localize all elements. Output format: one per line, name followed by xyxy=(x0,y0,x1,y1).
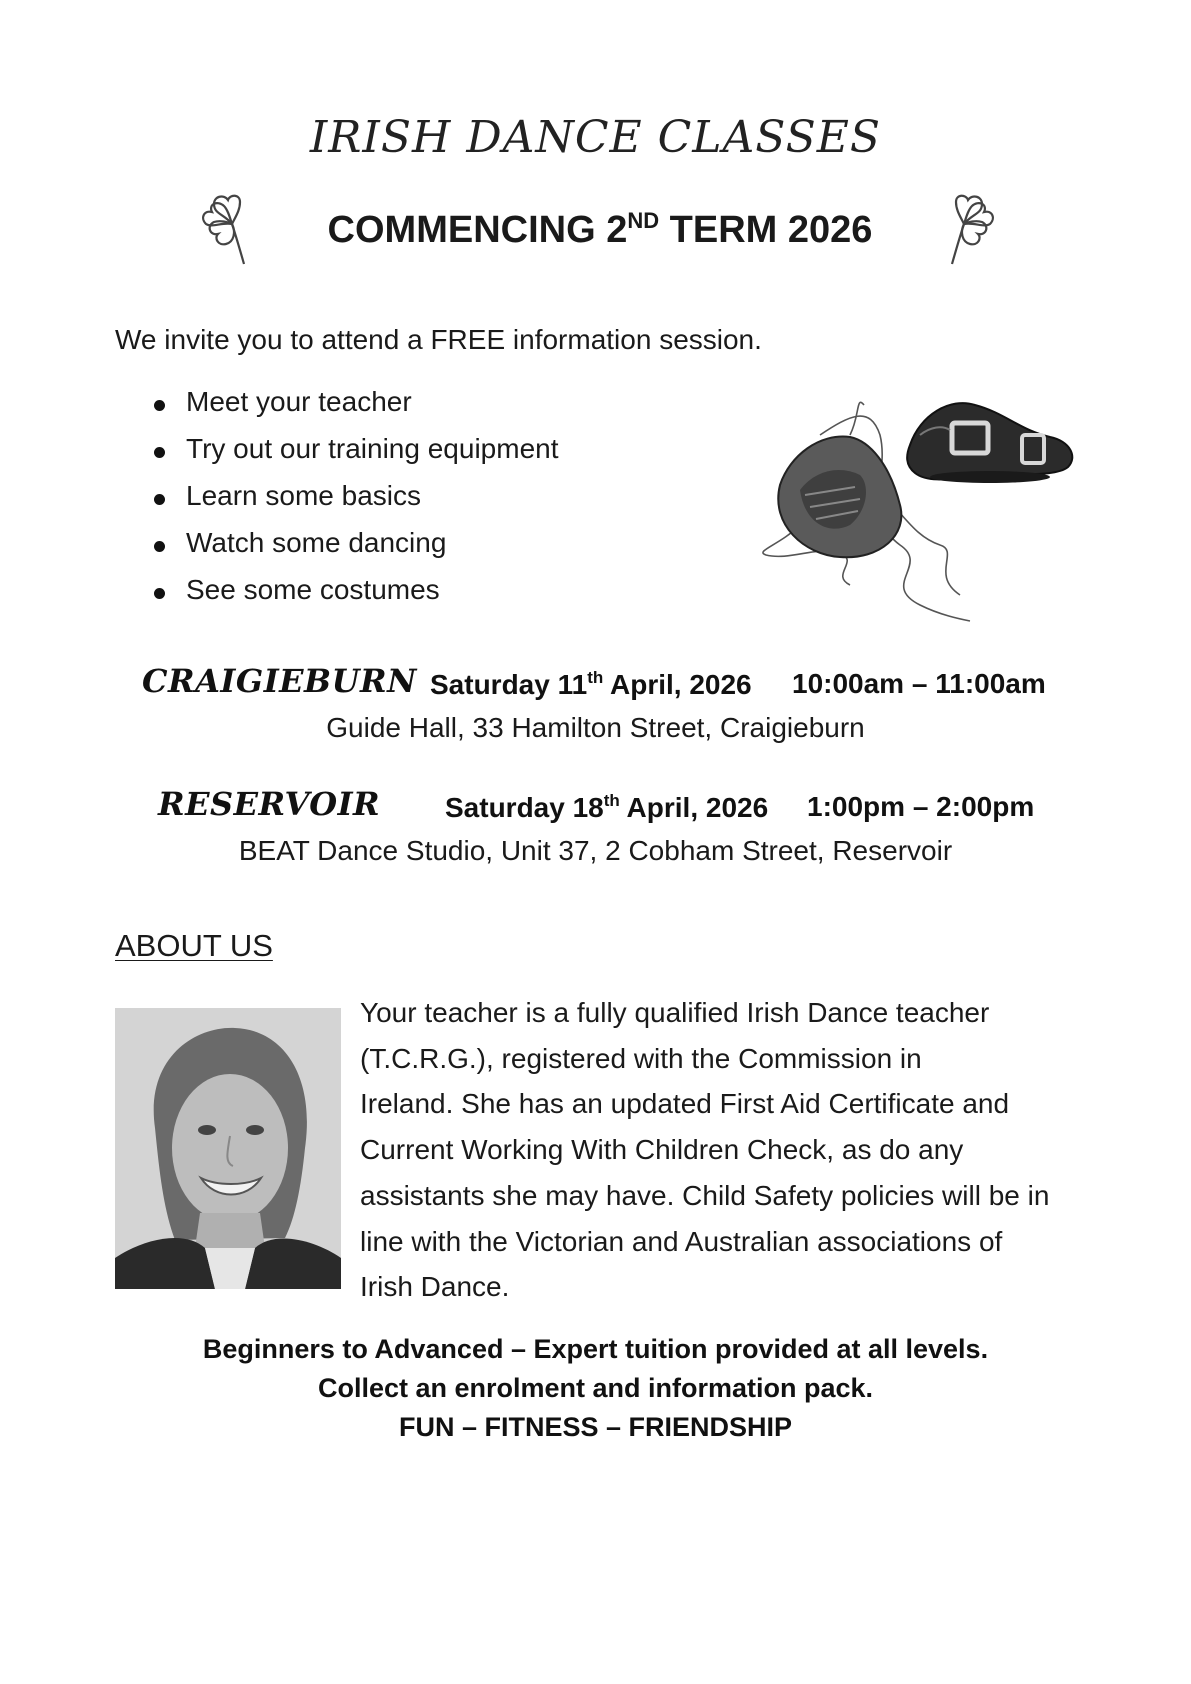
about-line: line with the Victorian and Australian associations of xyxy=(360,1225,1003,1257)
session-time: 10:00am – 11:00am xyxy=(792,668,1046,699)
session-place: RESERVOIR xyxy=(158,785,381,823)
closing-line: Beginners to Advanced – Expert tuition provided at all levels. xyxy=(202,1334,989,1364)
shamrock-icon xyxy=(932,192,996,270)
session-place: CRAIGIEBURN xyxy=(142,662,417,700)
dance-shoes-image xyxy=(760,375,1080,630)
flyer-title: IRISH DANCE CLASSES xyxy=(309,112,882,163)
about-line: Your teacher is a fully qualified Irish Dance teacher xyxy=(360,997,990,1028)
session-address: BEAT Dance Studio, Unit 37, 2 Cobham Street, Reservoir xyxy=(238,835,953,866)
bullet-list xyxy=(150,386,559,621)
session-time: 1:00pm – 2:00pm xyxy=(807,791,1035,822)
session-address: Guide Hall, 33 Hamilton Street, Craigieburn xyxy=(326,712,865,743)
subtitle: COMMENCING 2ND TERM 2026 xyxy=(327,208,873,251)
list-item: Learn some basics xyxy=(150,480,559,527)
about-heading: ABOUT US xyxy=(115,928,273,963)
intro-text: We invite you to attend a FREE information session. xyxy=(115,324,762,355)
about-line: Current Working With Children Check, as do any xyxy=(360,1134,964,1166)
about-text xyxy=(360,990,1090,1310)
session-date: Saturday 11th April, 2026 xyxy=(430,668,752,700)
about-line: (T.C.R.G.), registered with the Commission in xyxy=(360,1042,922,1074)
closing-line: Collect an enrolment and information pack. xyxy=(317,1373,874,1403)
about-line: Ireland. She has an updated First Aid Certificate and xyxy=(360,1088,1010,1120)
closing-line: FUN – FITNESS – FRIENDSHIP xyxy=(398,1412,793,1442)
list-item: Meet your teacher xyxy=(150,386,559,433)
list-item: Watch some dancing xyxy=(150,527,559,574)
closing-block xyxy=(0,1330,1191,1447)
session-date: Saturday 18th April, 2026 xyxy=(445,791,769,823)
about-line: assistants she may have. Child Safety policies will be in xyxy=(360,1179,1050,1211)
about-line: Irish Dance. xyxy=(360,1271,510,1303)
list-item: Try out our training equipment xyxy=(150,433,559,480)
subtitle-row xyxy=(200,188,1000,272)
teacher-photo xyxy=(115,1008,341,1289)
list-item: See some costumes xyxy=(150,574,559,621)
